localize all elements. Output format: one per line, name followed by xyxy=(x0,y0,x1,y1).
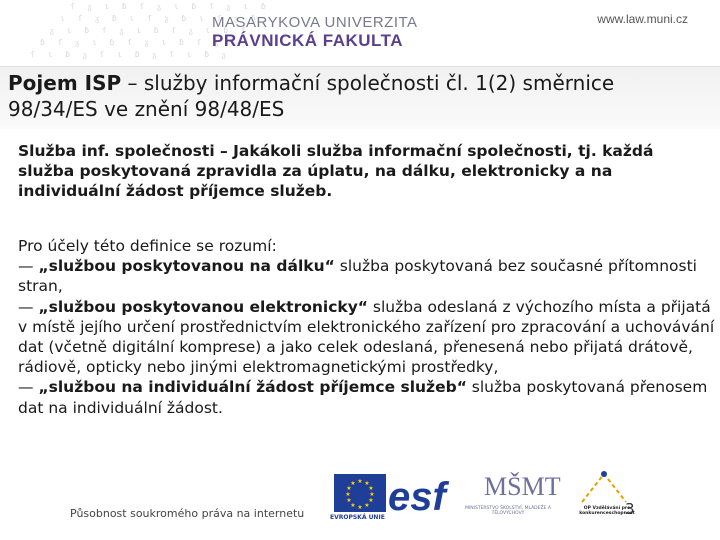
msmt-logo: MŠMT xyxy=(484,472,561,501)
eu-caption: EVROPSKÁ UNIE xyxy=(330,514,385,521)
footer-course-name: Působnost soukromého práva na internetu xyxy=(70,507,305,520)
item-term: „službou poskytovanou elektronicky“ xyxy=(38,297,368,316)
list-item xyxy=(18,297,718,378)
website-url[interactable]: www.law.muni.cz xyxy=(597,12,688,26)
page-number: 3 xyxy=(625,500,635,518)
item-text: služba poskytovaná přenosem dat na individuální žádost. xyxy=(18,378,708,417)
item-term: „službou poskytovanou na dálku“ xyxy=(38,257,335,276)
item-prefix: — xyxy=(18,257,39,276)
item-prefix: — xyxy=(18,378,39,397)
university-name: MASARYKOVA UNIVERZITA xyxy=(212,14,418,31)
svg-text:★: ★ xyxy=(368,497,374,504)
definition-text: Služba inf. společnosti – Jakákoli služba informační společnosti, tj. každá služba poskytovaná zpravidla za úplatu, na dálku, elektronicky a na individuální žádost příjemce služeb. xyxy=(18,142,654,200)
svg-text:★: ★ xyxy=(350,480,356,487)
intro-text: Pro účely této definice se rozumí: xyxy=(18,237,277,255)
list-item xyxy=(18,256,718,296)
slide-title xyxy=(8,70,708,122)
svg-text:★: ★ xyxy=(357,504,363,511)
logo-pattern: ſ ᵹ ɩ ɓ ſ ᵹ ɩ ɓ ſ ᵹ ɩ ɓ ɩ ſ ᵹ ɓ ɩ ſ ᵹ ɓ ɩ ſ ᵹ ɓ ᵹ ɩ ɓ ſ ᵹ ɩ ɓ ſ ᵹ ɩ ɓ ſ ɓ ſ ᵹ ɩ ɓ ſ ᵹ ɩ ɓ ſ ᵹ ɩ ſ ɩ ɓ ᵹ ſ ɩ ɓ ᵹ ſ ɩ ɓ ᵹ xyxy=(30,2,270,59)
item-term: „službou na individuální žádost příjemce služeb“ xyxy=(38,378,467,397)
item-text: služba poskytovaná bez současné přítomnosti stran, xyxy=(18,257,697,296)
svg-text:★: ★ xyxy=(364,502,370,509)
svg-text:★: ★ xyxy=(346,485,352,492)
slide-title-rest: – služby informační společnosti čl. 1(2) směrnice 98/34/ES ve znění 98/48/ES xyxy=(8,71,615,121)
svg-text:★: ★ xyxy=(350,502,356,509)
op-caption: OP Vzdělávání pro konkurenceschopnost xyxy=(579,506,635,516)
svg-text:★: ★ xyxy=(368,485,374,492)
svg-text:★: ★ xyxy=(346,497,352,504)
svg-text:★: ★ xyxy=(364,480,370,487)
esf-logo: esf xyxy=(388,475,446,519)
svg-text:★: ★ xyxy=(357,478,363,485)
item-prefix: — xyxy=(18,297,39,316)
item-text: služba odeslaná z výchozího místa a přijatá v místě jejího určení prostřednictvím elektronického zařízení pro zpracování a uchovávání dat (včetně digitální komprese) a jako celek odeslaná, přenesená nebo přijatá drátově, rádiově, opticky nebo jinými elektromagnetickými prostředky, xyxy=(18,297,715,377)
msmt-caption: MINISTERSTVO ŠKOLSTVÍ, MLÁDEŽE A TĚLOVÝCHOVY xyxy=(465,506,551,516)
slide-title-bold: Pojem ISP xyxy=(8,71,122,95)
eu-flag-icon xyxy=(334,474,386,512)
list-item xyxy=(18,377,718,417)
svg-text:★: ★ xyxy=(345,491,351,498)
faculty-name: PRÁVNICKÁ FAKULTA xyxy=(212,31,404,50)
svg-text:★: ★ xyxy=(369,491,375,498)
slide-body xyxy=(18,236,718,418)
